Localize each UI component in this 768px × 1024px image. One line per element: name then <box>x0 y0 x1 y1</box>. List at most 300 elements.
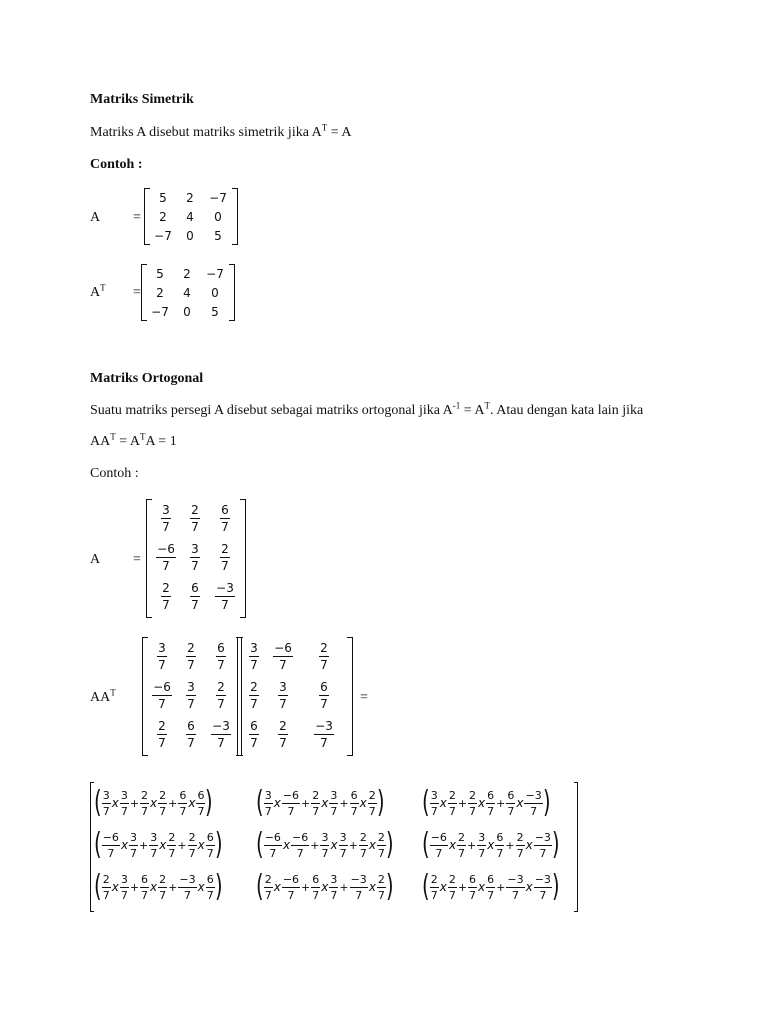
plus-sign: + <box>457 796 468 810</box>
matrix-cell <box>152 681 172 710</box>
times-sign: x <box>197 838 205 852</box>
term-fraction <box>329 874 338 901</box>
numerator: 2 <box>430 872 438 886</box>
numerator: 2 <box>162 581 170 595</box>
times-sign: x <box>282 838 291 852</box>
term-fraction <box>149 832 158 859</box>
matrix-cell <box>190 543 200 572</box>
denominator: 7 <box>469 888 477 902</box>
numerator: −6 <box>282 872 300 886</box>
denominator: 7 <box>273 656 293 671</box>
numerator: −3 <box>534 872 551 886</box>
matrix-cell <box>186 642 196 671</box>
term-fraction <box>102 790 111 817</box>
term-fraction <box>264 832 282 859</box>
matrix-cell <box>220 543 230 572</box>
identity-sup: T <box>110 431 116 442</box>
matrix-cell: 2 <box>186 190 194 205</box>
plus-sign: + <box>339 880 349 894</box>
denominator: 7 <box>524 803 542 817</box>
term-fraction <box>158 874 167 901</box>
term-fraction <box>534 874 552 901</box>
times-sign: x <box>150 796 158 810</box>
matrix-cell: 2 <box>159 209 167 224</box>
matrix-fraction <box>190 543 200 572</box>
numerator: 6 <box>197 788 205 802</box>
denominator: 7 <box>158 736 166 750</box>
numerator: −6 <box>264 830 281 844</box>
numerator: 3 <box>130 830 138 844</box>
matrix-cell: 5 <box>156 266 164 281</box>
matrix-cell <box>186 720 196 749</box>
numerator: 2 <box>191 503 199 517</box>
times-sign: x <box>150 880 158 894</box>
numerator: 2 <box>158 719 166 733</box>
numerator: 2 <box>448 788 456 802</box>
matrix-fraction <box>190 582 200 611</box>
example-label-symmetric: Contoh : <box>90 157 143 172</box>
term-fraction <box>430 874 439 901</box>
denominator: 7 <box>188 846 196 860</box>
numerator: −3 <box>315 719 333 733</box>
term-fraction <box>377 874 386 901</box>
label-A-orthogonal: A <box>90 552 101 567</box>
denominator: 7 <box>339 846 347 860</box>
denominator: 7 <box>179 804 187 818</box>
numerator: 2 <box>359 830 367 844</box>
denominator: 7 <box>191 598 199 612</box>
term-fraction <box>329 790 338 817</box>
identity-part: = A <box>115 434 140 449</box>
numerator: 6 <box>469 872 477 886</box>
denominator: 7 <box>102 804 110 818</box>
term-fraction <box>311 790 320 817</box>
plus-sign: + <box>348 838 358 852</box>
numerator: 6 <box>350 788 358 802</box>
denominator: 7 <box>264 845 282 859</box>
matrix-cell: 5 <box>159 190 167 205</box>
matrix-fraction <box>319 642 329 671</box>
numerator: 3 <box>150 830 158 844</box>
numerator: 2 <box>159 788 167 802</box>
denominator: 7 <box>368 804 376 818</box>
denominator: 7 <box>187 736 195 750</box>
transpose-sup: T <box>484 400 491 411</box>
denominator: 7 <box>221 559 229 573</box>
denominator: 7 <box>217 658 225 672</box>
symmetric-definition-end: = A <box>327 125 352 140</box>
denominator: 7 <box>430 845 448 859</box>
matrix-cell: 5 <box>214 228 222 243</box>
product-expression <box>94 827 223 862</box>
product-expression <box>422 785 551 820</box>
matrix-fraction <box>186 720 196 749</box>
numerator: 6 <box>496 830 504 844</box>
denominator: 7 <box>312 804 320 818</box>
term-fraction <box>291 832 309 859</box>
numerator: 6 <box>487 872 495 886</box>
term-fraction <box>120 874 129 901</box>
matrix-cell <box>190 582 200 611</box>
left-paren: ( <box>422 827 430 862</box>
right-paren: ) <box>385 827 394 862</box>
matrix-cell <box>319 681 329 710</box>
numerator: 3 <box>478 830 486 844</box>
matrix-fraction <box>157 720 167 749</box>
numerator: 3 <box>430 788 438 802</box>
plus-sign: + <box>496 880 506 894</box>
term-fraction <box>468 874 477 901</box>
AT-label-sup: T <box>100 282 106 293</box>
denominator: 7 <box>215 596 235 611</box>
numerator: −3 <box>216 581 234 595</box>
symmetric-definition <box>90 122 352 141</box>
denominator: 7 <box>197 804 205 818</box>
times-sign: x <box>159 838 167 852</box>
denominator: 7 <box>516 846 524 860</box>
term-fraction <box>264 790 273 817</box>
right-paren: ) <box>551 869 560 904</box>
numerator: 2 <box>516 830 524 844</box>
plus-sign: + <box>168 880 178 894</box>
matrix-fraction <box>278 681 288 710</box>
denominator: 7 <box>187 697 195 711</box>
denominator: 7 <box>162 598 170 612</box>
equals-sign: = <box>133 285 141 300</box>
numerator: 6 <box>507 788 515 802</box>
inverse-sup: -1 <box>452 400 461 411</box>
denominator: 7 <box>156 557 176 572</box>
denominator: 7 <box>458 846 466 860</box>
numerator: 2 <box>320 641 328 655</box>
denominator: 7 <box>178 887 196 901</box>
matrix-cell: 0 <box>183 304 191 319</box>
numerator: 2 <box>221 542 229 556</box>
denominator: 7 <box>430 804 438 818</box>
denominator: 7 <box>279 736 287 750</box>
AAT-label-base: AA <box>90 690 111 705</box>
term-fraction <box>534 832 552 859</box>
term-fraction <box>158 790 167 817</box>
numerator: 6 <box>206 872 214 886</box>
matrix-fraction <box>249 681 259 710</box>
times-sign: x <box>188 796 196 810</box>
product-expression <box>256 869 394 904</box>
AAT-label-sup: T <box>110 687 116 698</box>
product-expression <box>422 827 560 862</box>
matrix-fraction <box>319 681 329 710</box>
matrix-A-orthogonal <box>146 499 246 618</box>
label-AAT <box>90 687 116 706</box>
numerator: −6 <box>430 830 447 844</box>
denominator: 7 <box>102 845 120 859</box>
matrix-fraction <box>278 720 288 749</box>
times-sign: x <box>448 838 457 852</box>
denominator: 7 <box>159 804 167 818</box>
matrix-AT-factor <box>237 637 353 756</box>
matrix-product-expansion <box>90 782 578 912</box>
denominator: 7 <box>152 695 172 710</box>
numerator: −3 <box>212 719 230 733</box>
term-fraction <box>430 790 439 817</box>
matrix-cell: 5 <box>211 304 219 319</box>
times-sign: x <box>330 838 338 852</box>
term-fraction <box>430 832 448 859</box>
term-fraction <box>350 874 368 901</box>
plus-sign: + <box>467 838 477 852</box>
numerator: 2 <box>377 872 385 886</box>
denominator: 7 <box>534 887 552 901</box>
matrix-cell <box>249 681 259 710</box>
matrix-fraction <box>161 504 171 533</box>
term-fraction <box>350 790 359 817</box>
denominator: 7 <box>217 697 225 711</box>
matrix-cell <box>319 642 329 671</box>
numerator: 3 <box>162 503 170 517</box>
numerator: −6 <box>153 680 171 694</box>
numerator: −6 <box>274 641 292 655</box>
times-sign: x <box>120 838 129 852</box>
denominator: 7 <box>120 888 128 902</box>
product-expression <box>422 869 560 904</box>
right-paren: ) <box>551 827 560 862</box>
matrix-fraction <box>220 543 230 572</box>
term-fraction <box>506 874 524 901</box>
term-fraction <box>506 790 515 817</box>
denominator: 7 <box>478 846 486 860</box>
denominator: 7 <box>191 559 199 573</box>
product-expression <box>256 827 394 862</box>
product-expression <box>94 869 223 904</box>
equals-sign: = <box>133 552 141 567</box>
denominator: 7 <box>448 888 456 902</box>
numerator: 6 <box>187 719 195 733</box>
denominator: 7 <box>221 520 229 534</box>
product-expression <box>256 785 385 820</box>
plus-sign: + <box>339 796 349 810</box>
numerator: 6 <box>312 872 320 886</box>
denominator: 7 <box>314 734 334 749</box>
identity-sup: T <box>139 431 146 442</box>
symmetric-definition-text: Matriks A disebut matriks simetrik jika A <box>90 125 322 140</box>
term-fraction <box>140 874 149 901</box>
numerator: 6 <box>191 581 199 595</box>
term-fraction <box>468 790 477 817</box>
matrix-fraction <box>273 642 293 671</box>
left-paren: ( <box>94 785 102 820</box>
term-fraction <box>178 790 187 817</box>
numerator: 2 <box>469 788 477 802</box>
right-paren: ) <box>542 785 551 820</box>
term-fraction <box>377 832 386 859</box>
times-sign: x <box>359 796 367 810</box>
matrix-cell <box>314 720 334 749</box>
denominator: 7 <box>506 887 524 901</box>
denominator: 7 <box>141 888 149 902</box>
plus-sign: + <box>310 838 320 852</box>
matrix-cell <box>211 720 231 749</box>
matrix-fraction <box>220 504 230 533</box>
matrix-cell <box>186 681 196 710</box>
plus-sign: + <box>496 796 506 810</box>
term-fraction <box>167 832 176 859</box>
denominator: 7 <box>279 697 287 711</box>
matrix-fraction <box>152 681 172 710</box>
AT-label-base: A <box>90 285 101 300</box>
term-fraction <box>448 874 457 901</box>
matrix-cell <box>216 642 226 671</box>
denominator: 7 <box>330 888 338 902</box>
equals-sign: = <box>133 210 141 225</box>
numerator: 2 <box>217 680 225 694</box>
denominator: 7 <box>377 846 385 860</box>
identity-part: A = 1 <box>145 434 177 449</box>
times-sign: x <box>111 880 119 894</box>
times-sign: x <box>516 796 524 810</box>
term-fraction <box>368 790 377 817</box>
matrix-cell <box>157 720 167 749</box>
left-paren: ( <box>256 869 264 904</box>
matrix-cell <box>220 504 230 533</box>
numerator: 3 <box>330 788 338 802</box>
matrix-cell: 4 <box>183 285 191 300</box>
plus-sign: + <box>129 796 140 810</box>
denominator: 7 <box>168 846 176 860</box>
denominator: 7 <box>130 846 138 860</box>
term-fraction <box>516 832 525 859</box>
product-expression <box>94 785 214 820</box>
numerator: 6 <box>141 872 149 886</box>
heading-orthogonal: Matriks Ortogonal <box>90 371 204 386</box>
numerator: 3 <box>191 542 199 556</box>
denominator: 7 <box>120 804 128 818</box>
numerator: −6 <box>292 830 309 844</box>
equals-sign: = <box>360 690 368 705</box>
numerator: −3 <box>507 872 524 886</box>
denominator: 7 <box>159 888 167 902</box>
matrix-cell <box>161 504 171 533</box>
plus-sign: + <box>457 880 468 894</box>
denominator: 7 <box>534 845 552 859</box>
denominator: 7 <box>191 520 199 534</box>
numerator: 2 <box>250 680 258 694</box>
numerator: −6 <box>157 542 175 556</box>
denominator: 7 <box>250 697 258 711</box>
orthogonal-definition <box>90 400 644 419</box>
numerator: 3 <box>187 680 195 694</box>
denominator: 7 <box>250 658 258 672</box>
denominator: 7 <box>359 846 367 860</box>
term-fraction <box>282 874 300 901</box>
matrix-cell <box>273 642 293 671</box>
term-fraction <box>457 832 466 859</box>
numerator: −6 <box>282 788 300 802</box>
matrix-A-factor <box>142 637 242 756</box>
denominator: 7 <box>350 887 368 901</box>
denominator: 7 <box>206 888 214 902</box>
numerator: 6 <box>179 788 187 802</box>
numerator: 3 <box>250 641 258 655</box>
term-fraction <box>102 832 120 859</box>
identity-equation <box>90 431 177 450</box>
matrix-fraction <box>216 642 226 671</box>
matrix-fraction <box>186 681 196 710</box>
denominator: 7 <box>141 804 149 818</box>
orthogonal-definition-text: Suatu matriks persegi A disebut sebagai matriks ortogonal jika A <box>90 403 453 418</box>
term-fraction <box>448 790 457 817</box>
times-sign: x <box>321 796 329 810</box>
matrix-cell <box>249 720 259 749</box>
right-paren: ) <box>214 827 223 862</box>
matrix-cell <box>190 504 200 533</box>
term-fraction <box>524 790 542 817</box>
label-A-symmetric: A <box>90 210 101 225</box>
matrix-fraction <box>161 582 171 611</box>
denominator: 7 <box>150 846 158 860</box>
plus-sign: + <box>301 880 311 894</box>
denominator: 7 <box>320 697 328 711</box>
plus-sign: + <box>177 838 187 852</box>
label-AT-symmetric <box>90 282 106 301</box>
term-fraction <box>311 874 320 901</box>
denominator: 7 <box>507 804 515 818</box>
times-sign: x <box>439 880 447 894</box>
denominator: 7 <box>158 658 166 672</box>
times-sign: x <box>525 838 533 852</box>
left-paren: ( <box>422 869 430 904</box>
numerator: 2 <box>102 872 110 886</box>
numerator: 2 <box>377 830 385 844</box>
matrix-fraction <box>186 642 196 671</box>
identity-part: AA <box>90 434 111 449</box>
term-fraction <box>178 874 196 901</box>
matrix-cell <box>156 543 176 572</box>
matrix-fraction <box>314 720 334 749</box>
numerator: 2 <box>159 872 167 886</box>
denominator: 7 <box>312 888 320 902</box>
term-fraction <box>359 832 368 859</box>
term-fraction <box>264 874 273 901</box>
term-fraction <box>339 832 348 859</box>
numerator: 6 <box>250 719 258 733</box>
plus-sign: + <box>505 838 515 852</box>
denominator: 7 <box>350 804 358 818</box>
matrix-cell: −7 <box>209 190 227 205</box>
term-fraction <box>282 790 300 817</box>
denominator: 7 <box>487 888 495 902</box>
denominator: 7 <box>321 846 329 860</box>
example-label-orthogonal: Contoh : <box>90 466 139 481</box>
times-sign: x <box>273 796 281 810</box>
denominator: 7 <box>206 846 214 860</box>
numerator: 6 <box>320 680 328 694</box>
denominator: 7 <box>487 804 495 818</box>
orthogonal-definition-end: . Atau dengan kata lain jika <box>490 403 644 418</box>
matrix-A-symmetric <box>144 188 238 245</box>
term-fraction <box>129 832 138 859</box>
times-sign: x <box>525 880 533 894</box>
times-sign: x <box>487 838 495 852</box>
left-paren: ( <box>94 869 102 904</box>
numerator: 2 <box>312 788 320 802</box>
numerator: −6 <box>102 830 119 844</box>
numerator: 3 <box>279 680 287 694</box>
matrix-cell: 0 <box>211 285 219 300</box>
matrix-cell: 0 <box>214 209 222 224</box>
term-fraction <box>320 832 329 859</box>
term-fraction <box>206 874 215 901</box>
numerator: 2 <box>187 641 195 655</box>
